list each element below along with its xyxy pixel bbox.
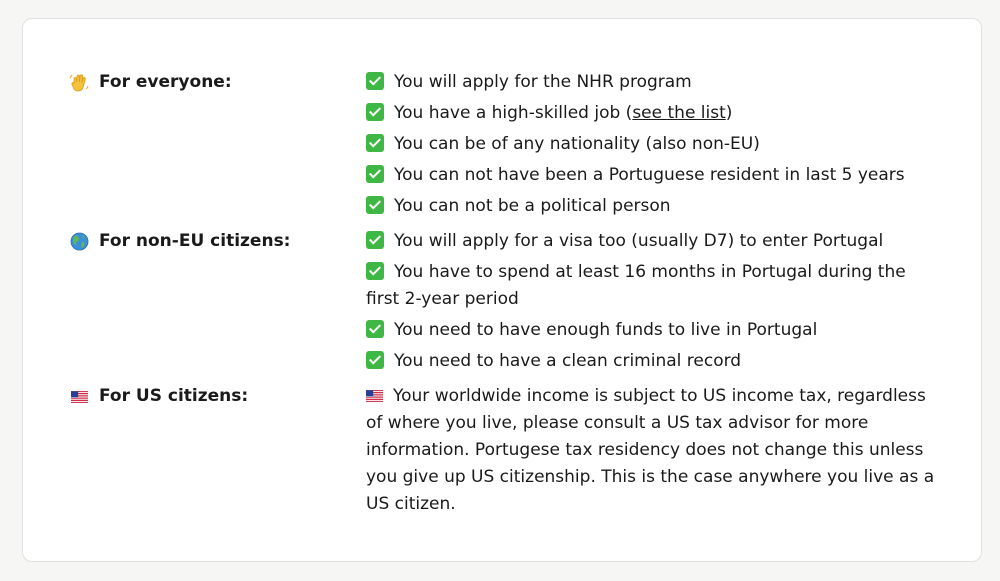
list-item-text: You have to spend at least 16 months in Portugal during the first 2-year period [366, 262, 906, 309]
check-mark-icon [366, 103, 384, 121]
us-note-paragraph [366, 383, 936, 518]
list-item [366, 193, 936, 220]
list-item [366, 69, 936, 96]
check-mark-icon [366, 165, 384, 183]
list-item-text: You will apply for a visa too (usually D7) to enter Portugal [394, 231, 884, 251]
check-mark-icon [366, 320, 384, 338]
list-item-text: You have a high-skilled job [394, 103, 621, 123]
section-label-non-eu [68, 228, 366, 255]
list-item [366, 259, 936, 313]
section-label-everyone [68, 69, 366, 96]
check-mark-icon [366, 262, 384, 280]
list-item-text: You need to have enough funds to live in Portugal [394, 320, 818, 340]
list-item: You have a high-skilled job (see the list) [366, 100, 936, 127]
see-the-list-link[interactable]: see the list [632, 103, 726, 123]
list-item [366, 348, 936, 375]
list-item [366, 162, 936, 189]
section-label-text: For US citizens: [99, 386, 249, 406]
section-everyone [68, 69, 948, 224]
requirement-list [366, 69, 948, 224]
list-item-text: You can not be a political person [394, 196, 671, 216]
us-note-text: Your worldwide income is subject to US income tax, regardless of where you live, please consult a US tax advisor for more information. Portugese tax residency does not change this unless you give up US citizenship. This is the case anywhere you live as a US citizen. [366, 386, 935, 514]
list-item [366, 131, 936, 158]
us-note [366, 383, 948, 518]
section-non-eu [68, 228, 948, 379]
us-flag-icon [366, 390, 383, 402]
check-mark-icon [366, 351, 384, 369]
section-label-text: For everyone: [99, 72, 232, 92]
check-mark-icon [366, 196, 384, 214]
list-item [366, 228, 936, 255]
requirement-list [366, 228, 948, 379]
list-item [366, 317, 936, 344]
section-us [68, 383, 948, 518]
requirements-content [68, 69, 948, 522]
list-item-text: You will apply for the NHR program [394, 72, 692, 92]
list-item-text: You can be of any nationality (also non-EU) [394, 134, 760, 154]
list-item-text: You need to have a clean criminal record [394, 351, 742, 371]
globe-icon [68, 232, 90, 252]
check-mark-icon [366, 231, 384, 249]
section-label-text: For non-EU citizens: [99, 231, 291, 251]
check-mark-icon [366, 72, 384, 90]
us-flag-icon [68, 387, 90, 407]
list-item-text: You can not have been a Portuguese resident in last 5 years [394, 165, 905, 185]
waving-hand-icon [68, 73, 90, 93]
requirements-card [22, 18, 982, 562]
check-mark-icon [366, 134, 384, 152]
section-label-us [68, 383, 366, 410]
